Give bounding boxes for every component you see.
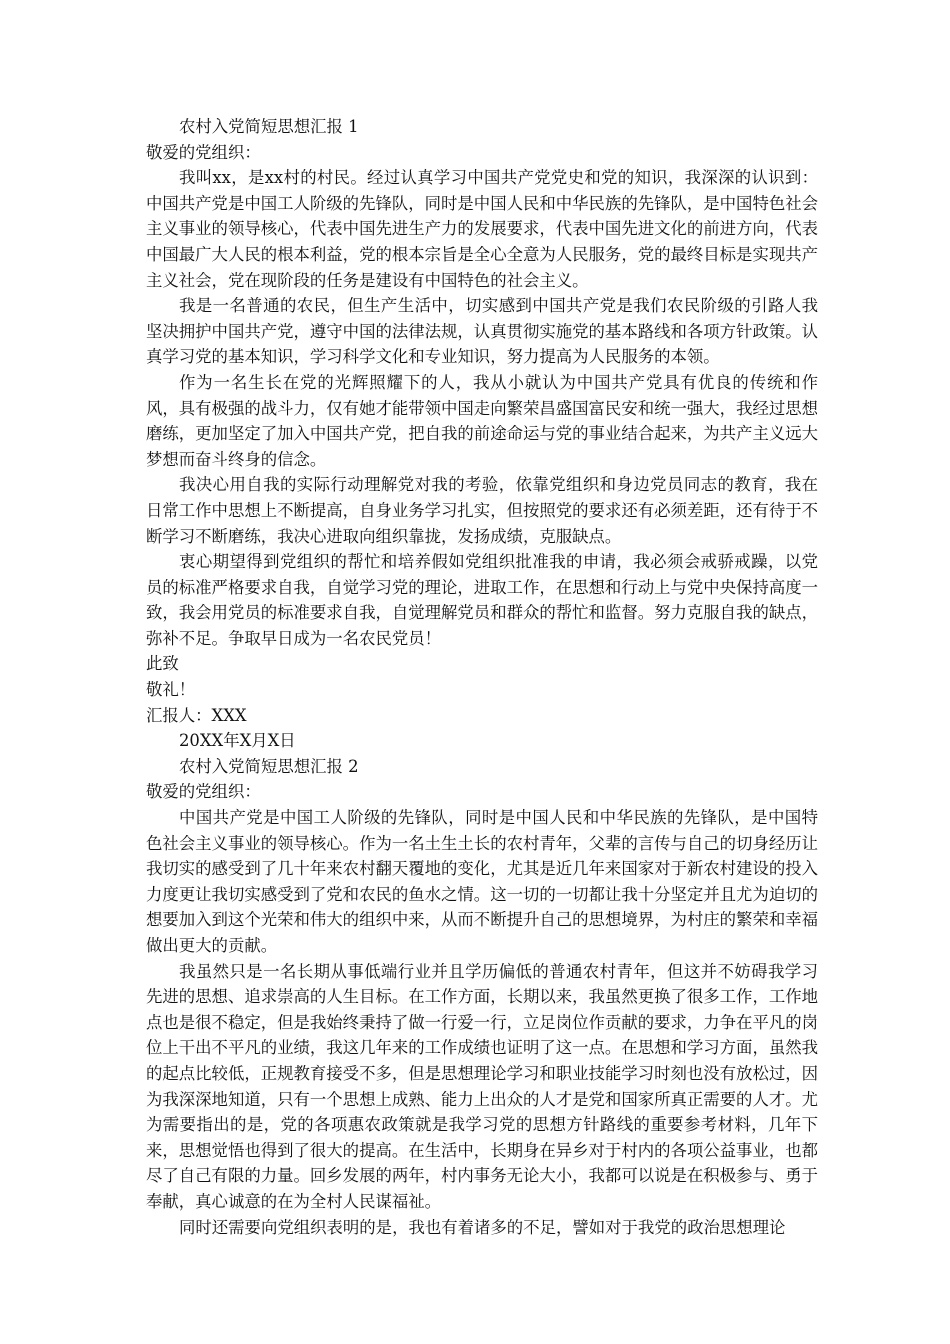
report-1-paragraph: 衷心期望得到党组织的帮忙和培养假如党组织批准我的申请，我必须会戒骄戒躁，以党员的标准严格要求自我，自觉学习党的理论，进取工作，在思想和行动上与党中央保持高度一致，我会用党员的标准要求自我，自觉理解党员和群众的帮忙和监督。努力克服自我的缺点，弥补不足。争取早日成为一名农民党员！ [146,552,819,648]
report-1-closing: 此致 [146,654,179,674]
report-1-paragraph: 我叫xx，是xx村的村民。经过认真学习中国共产党党史和党的知识，我深深的认识到：中国共产党是中国工人阶级的先锋队，同时是中国人民和中华民族的先锋队，是中国特色社会主义事业的领导核心，代表中国先进生产力的发展要求，代表中国先进文化的前进方向，代表中国最广大人民的根本利益，党的根本宗旨是全心全意为人民服务，党的最终目标是实现共产主义社会，党在现阶段的任务是建设有中国特色的社会主义。 [146,168,819,290]
report-1-date: 20XX年X月X日 [179,731,296,751]
report-2-paragraph: 同时还需要向党组织表明的是，我也有着诸多的不足，譬如对于我党的政治思想理论 [179,1217,786,1237]
report-1-paragraph: 我是一名普通的农民，但生产生活中，切实感到中国共产党是我们农民阶级的引路人我坚决拥护中国共产党，遵守中国的法律法规，认真贯彻实施党的基本路线和各项方针政策。认真学习党的基本知识，学习科学文化和专业知识，努力提高为人民服务的本领。 [146,296,819,367]
report-1-paragraph: 我决心用自我的实际行动理解党对我的考验，依靠党组织和身边党员同志的教育，我在日常工作中思想上不断提高，自身业务学习扎实，但按照党的要求还有必须差距，还有待于不断学习不断磨练，我决心进取向组织靠拢，发扬成绩，克服缺点。 [146,475,819,546]
document-page [146,114,818,1240]
report-1-reporter: 汇报人：XXX [146,705,247,725]
report-2-salutation: 敬爱的党组织： [146,782,261,802]
report-1-salutation: 敬爱的党组织： [146,142,261,162]
report-2-paragraph: 中国共产党是中国工人阶级的先锋队，同时是中国人民和中华民族的先锋队，是中国特色社会主义事业的领导核心。作为一名土生土长的农村青年，父辈的言传与自己的切身经历让我切实的感受到了几十年来农村翻天覆地的变化，尤其是近几年来国家对于新农村建设的投入力度更让我切实感受到了党和农民的鱼水之情。这一切的一切都让我十分坚定并且尤为迫切的想要加入到这个光荣和伟大的组织中来，从而不断提升自己的思想境界，为村庄的繁荣和幸福做出更大的贡献。 [146,808,819,955]
report-1-title: 农村入党简短思想汇报 1 [179,117,359,136]
report-1-paragraph: 作为一名生长在党的光辉照耀下的人，我从小就认为中国共产党具有优良的传统和作风，具有极强的战斗力，仅有她才能带领中国走向繁荣昌盛国富民安和统一强大，我经过思想磨练，更加坚定了加入中国共产党，把自我的前途命运与党的事业结合起来，为共产主义远大梦想而奋斗终身的信念。 [146,372,819,469]
report-1-regards: 敬礼！ [146,680,196,700]
report-2-title: 农村入党简短思想汇报 2 [179,756,359,776]
report-2-paragraph: 我虽然只是一名长期从事低端行业并且学历偏低的普通农村青年，但这并不妨碍我学习先进的思想、追求崇高的人生目标。在工作方面，长期以来，我虽然更换了很多工作，工作地点也是很不稳定，但是我始终秉持了做一行爱一行，立足岗位作贡献的要求，力争在平凡的岗位上干出不平凡的业绩，我这几年来的工作成绩也证明了这一点。在思想和学习方面，虽然我的起点比较低，正规教育接受不多，但是思想理论学习和职业技能学习时刻也没有放松过，因为我深深地知道，只有一个思想上成熟、能力上出众的人才是党和国家所真正需要的人才。尤为需要指出的是，党的各项惠农政策就是我学习党的思想方针路线的重要参考材料，几年下来，思想觉悟也得到了很大的提高。在生活中，长期身在异乡对于村内的各项公益事业，也都尽了自己有限的力量。回乡发展的两年，村内事务无论大小，我都可以说是在积极参与、勇于奉献，真心诚意的在为全村人民谋福祉。 [146,961,819,1211]
